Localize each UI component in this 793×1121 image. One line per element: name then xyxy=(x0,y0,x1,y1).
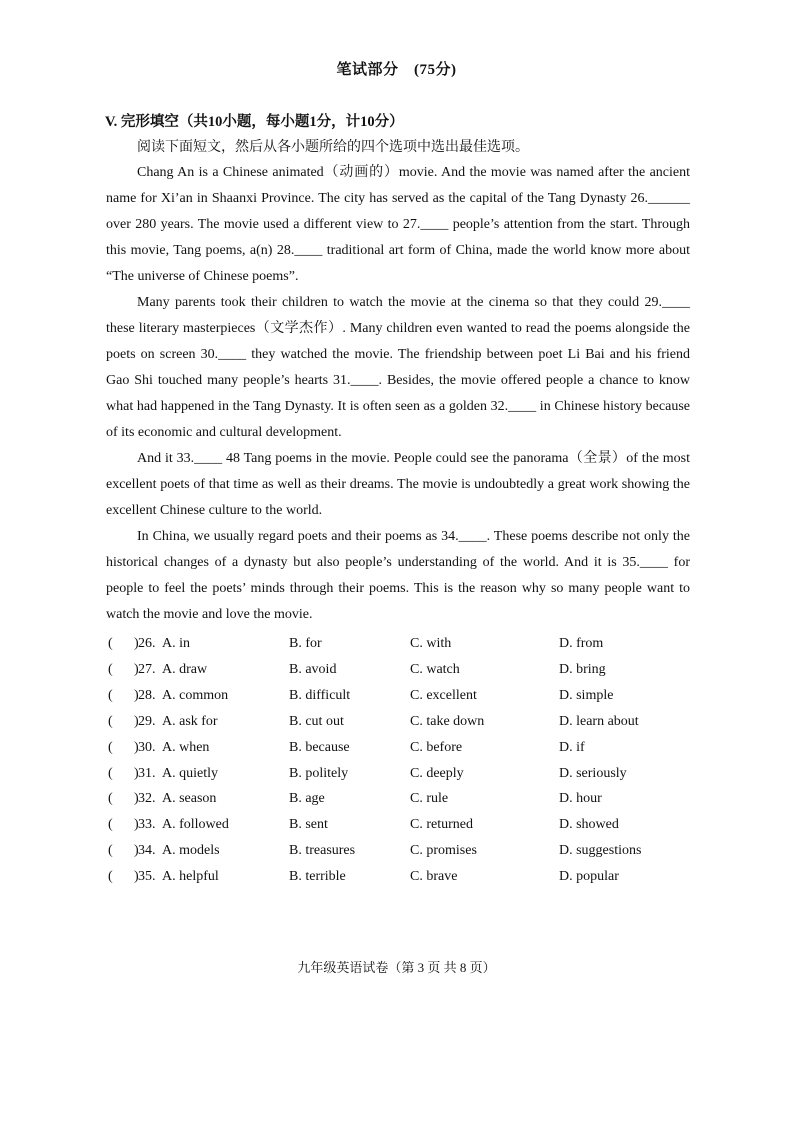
option-a: A. quietly xyxy=(162,765,218,781)
cloze-passage xyxy=(106,160,690,628)
question-number: 35. xyxy=(138,869,156,885)
option-a: A. draw xyxy=(162,661,208,677)
option-b: B. politely xyxy=(289,765,349,781)
option-c: C. promises xyxy=(410,843,477,859)
answer-paren-open: ( xyxy=(108,765,113,781)
option-c: C. brave xyxy=(410,869,458,885)
question-number: 30. xyxy=(138,739,156,755)
answer-paren-open: ( xyxy=(108,661,113,677)
option-c: C. with xyxy=(410,636,452,651)
question-number: 28. xyxy=(138,687,156,703)
question-row xyxy=(108,817,708,839)
option-b: B. sent xyxy=(289,817,328,833)
answer-paren-open: ( xyxy=(108,843,113,859)
question-row xyxy=(108,766,708,788)
option-d: D. simple xyxy=(559,687,614,703)
option-b: B. difficult xyxy=(289,687,351,703)
question-number: 26. xyxy=(138,636,156,651)
option-a: A. models xyxy=(162,843,220,859)
question-row xyxy=(108,688,708,710)
option-a: A. when xyxy=(162,739,210,755)
option-c: C. excellent xyxy=(410,687,477,703)
section-heading: V. 完形填空（共10小题，每小题1分，计10分） xyxy=(105,114,404,130)
answer-paren-open: ( xyxy=(108,636,113,651)
answer-paren-close: ) xyxy=(134,869,139,885)
option-c: C. watch xyxy=(410,661,460,677)
option-a: A. in xyxy=(162,636,190,651)
page-footer: 九年级英语试卷（第 3 页 共 8 页） xyxy=(297,960,496,975)
option-a: A. season xyxy=(162,791,217,807)
answer-paren-open: ( xyxy=(108,791,113,807)
option-b: B. because xyxy=(289,739,350,755)
section-instruction: 阅读下面短文，然后从各小题所给的四个选项中选出最佳选项。 xyxy=(137,140,529,155)
option-d: D. from xyxy=(559,636,604,651)
question-row xyxy=(108,740,708,762)
option-d: D. learn about xyxy=(559,713,639,729)
option-d: D. if xyxy=(559,739,585,755)
answer-paren-open: ( xyxy=(108,713,113,729)
answer-paren-close: ) xyxy=(134,843,139,859)
passage-paragraph: In China, we usually regard poets and their poems as 34.____. These poems describe not only the historical changes of a dynasty but also people’s understanding of the world. And it is 35.____ for people to feel the poets’ minds through their poems. This is the reason why so many people want to watch the movie and love the movie. xyxy=(106,529,690,622)
option-c: C. returned xyxy=(410,817,473,833)
page-title: 笔试部分 (75分) xyxy=(336,62,457,78)
passage-paragraph: And it 33.____ 48 Tang poems in the movie. People could see the panorama（全景）of the most excellent poets of that time as well as their dreams. The movie is undoubtedly a great work showing the excellent Chinese culture to the world. xyxy=(106,451,690,518)
answer-paren-close: ) xyxy=(134,713,139,729)
question-number: 31. xyxy=(138,765,156,781)
option-b: B. age xyxy=(289,791,325,807)
question-number: 27. xyxy=(138,661,156,677)
answer-paren-close: ) xyxy=(134,687,139,703)
question-number: 29. xyxy=(138,713,156,729)
answer-paren-open: ( xyxy=(108,739,113,755)
option-b: B. cut out xyxy=(289,713,344,729)
question-number: 32. xyxy=(138,791,156,807)
option-b: B. for xyxy=(289,636,322,651)
option-c: C. rule xyxy=(410,791,449,807)
option-b: B. avoid xyxy=(289,661,337,677)
option-a: A. ask for xyxy=(162,713,218,729)
question-row xyxy=(108,843,708,865)
option-c: C. deeply xyxy=(410,765,464,781)
option-d: D. showed xyxy=(559,817,619,833)
question-row xyxy=(108,636,708,658)
question-number: 34. xyxy=(138,843,156,859)
option-a: A. followed xyxy=(162,817,229,833)
option-d: D. hour xyxy=(559,791,602,807)
question-number: 33. xyxy=(138,817,156,833)
option-d: D. seriously xyxy=(559,765,627,781)
answer-paren-close: ) xyxy=(134,791,139,807)
question-row xyxy=(108,791,708,813)
option-a: A. common xyxy=(162,687,229,703)
answer-paren-close: ) xyxy=(134,765,139,781)
passage-paragraph: Chang An is a Chinese animated（动画的）movie. And the movie was named after the ancient name for Xi’an in Shaanxi Province. The city has served as the capital of the Tang Dynasty 26.______ over 280 years. The movie used a different view to 27.____ people’s attention from the start. Through this movie, Tang poems, a(n) 28.____ traditional art form of China, made the world know more about “The universe of Chinese poems”. xyxy=(106,165,690,284)
answer-paren-open: ( xyxy=(108,687,113,703)
answer-paren-close: ) xyxy=(134,739,139,755)
option-d: D. bring xyxy=(559,661,606,677)
option-b: B. terrible xyxy=(289,869,346,885)
answer-paren-open: ( xyxy=(108,869,113,885)
question-row xyxy=(108,662,708,684)
option-c: C. take down xyxy=(410,713,485,729)
option-d: D. popular xyxy=(559,869,619,885)
answer-paren-open: ( xyxy=(108,817,113,833)
passage-paragraph: Many parents took their children to watch the movie at the cinema so that they could 29.____ these literary masterpieces（文学杰作）. Many children even wanted to read the poems alongside the poets on screen 30.____ they watched the movie. The friendship between poet Li Bai and his friend Gao Shi touched many people’s hearts 31.____. Besides, the movie offered people a chance to know what had happened in the Tang Dynasty. It is often seen as a golden 32.____ in Chinese history because of its economic and cultural development. xyxy=(106,295,690,440)
answer-paren-close: ) xyxy=(134,636,139,651)
question-row xyxy=(108,869,708,891)
option-a: A. helpful xyxy=(162,869,219,885)
answer-paren-close: ) xyxy=(134,661,139,677)
option-c: C. before xyxy=(410,739,463,755)
option-b: B. treasures xyxy=(289,843,356,859)
answer-paren-close: ) xyxy=(134,817,139,833)
option-d: D. suggestions xyxy=(559,843,642,859)
question-row xyxy=(108,714,708,736)
